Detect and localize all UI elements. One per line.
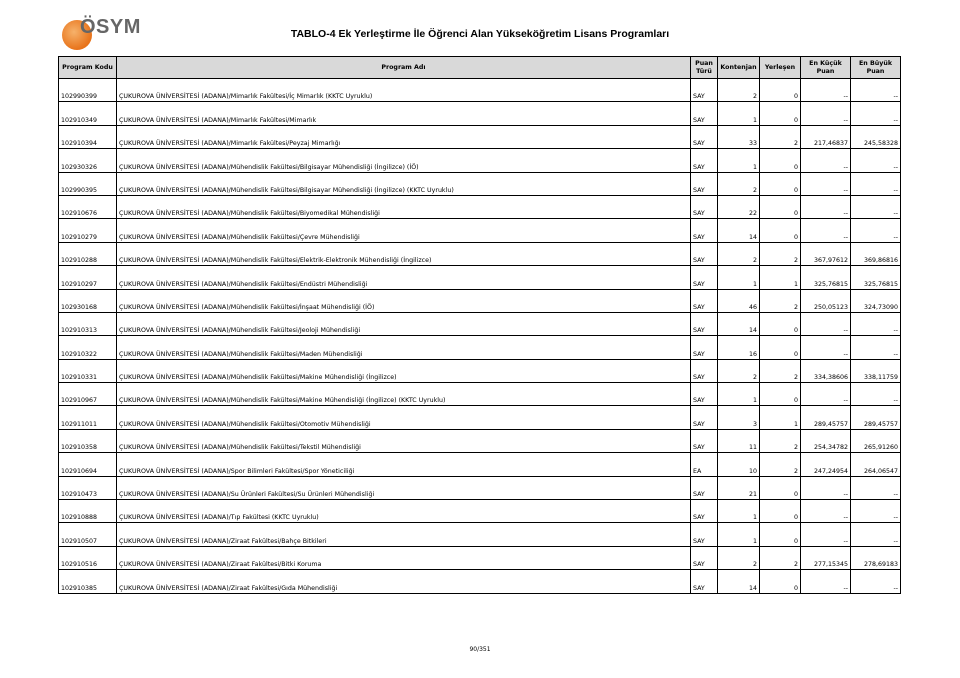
program-name-cell: ÇUKUROVA ÜNİVERSİTESİ (ADANA)/Mühendislik Fakültesi/Elektrik-Elektronik Mühendisliği (İngilizce) [117,242,691,265]
header-min-score-line2: Puan [816,67,835,75]
min-score-cell: -- [801,102,851,125]
score-type-cell: SAY [691,312,718,335]
score-type-cell: SAY [691,523,718,546]
score-type-cell: SAY [691,406,718,429]
program-name-cell: ÇUKUROVA ÜNİVERSİTESİ (ADANA)/Ziraat Fakültesi/Bitki Koruma [117,546,691,569]
max-score-cell: 338,11759 [851,359,901,382]
table-header-row [59,57,901,79]
placed-cell: 0 [760,102,801,125]
placed-cell: 0 [760,336,801,359]
table-row [59,453,901,476]
header-max-score-line1: En Büyük [858,59,893,67]
placed-cell: 0 [760,523,801,546]
placed-cell: 0 [760,149,801,172]
header-max-score [851,57,901,79]
score-type-cell: SAY [691,195,718,218]
program-name-cell: ÇUKUROVA ÜNİVERSİTESİ (ADANA)/Spor Bilimleri Fakültesi/Spor Yöneticiliği [117,453,691,476]
placed-cell: 0 [760,79,801,102]
quota-cell: 11 [718,429,760,452]
score-type-cell: SAY [691,546,718,569]
quota-cell: 1 [718,500,760,523]
table-row [59,289,901,312]
max-score-cell: 289,45757 [851,406,901,429]
table-row [59,242,901,265]
score-type-cell: SAY [691,476,718,499]
score-type-cell: SAY [691,219,718,242]
program-name-cell: ÇUKUROVA ÜNİVERSİTESİ (ADANA)/Ziraat Fakültesi/Gıda Mühendisliği [117,570,691,593]
table-row [59,523,901,546]
program-code-cell: 102930326 [59,149,117,172]
min-score-cell: 250,05123 [801,289,851,312]
max-score-cell: -- [851,172,901,195]
min-score-cell: -- [801,149,851,172]
program-name-cell: ÇUKUROVA ÜNİVERSİTESİ (ADANA)/Mimarlık Fakültesi/Mimarlık [117,102,691,125]
table-row [59,172,901,195]
program-code-cell: 102910358 [59,429,117,452]
min-score-cell: -- [801,312,851,335]
program-code-cell: 102910694 [59,453,117,476]
max-score-cell: -- [851,102,901,125]
table-row [59,476,901,499]
min-score-cell: 217,46837 [801,125,851,148]
max-score-cell: -- [851,476,901,499]
program-code-cell: 102910473 [59,476,117,499]
quota-cell: 21 [718,476,760,499]
max-score-cell: -- [851,149,901,172]
min-score-cell: -- [801,336,851,359]
program-name-cell: ÇUKUROVA ÜNİVERSİTESİ (ADANA)/Mühendislik Fakültesi/Biyomedikal Mühendisliği [117,195,691,218]
page-title: TABLO-4 Ek Yerleştirme İle Öğrenci Alan Yükseköğretim Lisans Programları [290,28,670,40]
min-score-cell: 367,97612 [801,242,851,265]
min-score-cell: -- [801,383,851,406]
header-quota: Kontenjan [718,57,760,79]
min-score-cell: 277,15345 [801,546,851,569]
max-score-cell: 264,06547 [851,453,901,476]
program-code-cell: 102910888 [59,500,117,523]
placed-cell: 2 [760,546,801,569]
header-min-score-line1: En Küçük [809,59,842,67]
table-row [59,546,901,569]
table-row [59,406,901,429]
max-score-cell: -- [851,383,901,406]
program-name-cell: ÇUKUROVA ÜNİVERSİTESİ (ADANA)/Mühendislik Fakültesi/Endüstri Mühendisliği [117,266,691,289]
min-score-cell: -- [801,219,851,242]
table-row [59,102,901,125]
score-type-cell: SAY [691,289,718,312]
header-max-score-line2: Puan [866,67,885,75]
program-code-cell: 102910967 [59,383,117,406]
quota-cell: 14 [718,312,760,335]
max-score-cell: -- [851,219,901,242]
program-name-cell: ÇUKUROVA ÜNİVERSİTESİ (ADANA)/Mühendislik Fakültesi/İnşaat Mühendisliği (İÖ) [117,289,691,312]
placed-cell: 2 [760,242,801,265]
quota-cell: 2 [718,359,760,382]
quota-cell: 16 [718,336,760,359]
min-score-cell: 247,24954 [801,453,851,476]
score-type-cell: SAY [691,500,718,523]
min-score-cell: 325,76815 [801,266,851,289]
min-score-cell: -- [801,523,851,546]
table-row [59,336,901,359]
program-name-cell: ÇUKUROVA ÜNİVERSİTESİ (ADANA)/Mühendislik Fakültesi/Makine Mühendisliği (İngilizce) (KKTC Uyruklu) [117,383,691,406]
program-name-cell: ÇUKUROVA ÜNİVERSİTESİ (ADANA)/Su Ürünleri Fakültesi/Su Ürünleri Mühendisliği [117,476,691,499]
table-row [59,219,901,242]
header-min-score [801,57,851,79]
program-code-cell: 102910322 [59,336,117,359]
score-type-cell: SAY [691,125,718,148]
table-row [59,429,901,452]
placed-cell: 0 [760,219,801,242]
page-number: 90/351 [469,646,491,653]
placed-cell: 0 [760,172,801,195]
quota-cell: 1 [718,523,760,546]
min-score-cell: 334,38606 [801,359,851,382]
program-name-cell: ÇUKUROVA ÜNİVERSİTESİ (ADANA)/Mühendislik Fakültesi/Otomotiv Mühendisliği [117,406,691,429]
program-name-cell: ÇUKUROVA ÜNİVERSİTESİ (ADANA)/Mühendislik Fakültesi/Bilgisayar Mühendisliği (İngilizce) (İÖ) [117,149,691,172]
program-name-cell: ÇUKUROVA ÜNİVERSİTESİ (ADANA)/Mimarlık Fakültesi/İç Mimarlık (KKTC Uyruklu) [117,79,691,102]
program-code-cell: 102910297 [59,266,117,289]
quota-cell: 2 [718,172,760,195]
program-code-cell: 102990399 [59,79,117,102]
max-score-cell: -- [851,336,901,359]
header-program-name: Program Adı [117,57,691,79]
header-program-code: Program Kodu [59,57,117,79]
table-row [59,500,901,523]
placed-cell: 2 [760,453,801,476]
program-name-cell: ÇUKUROVA ÜNİVERSİTESİ (ADANA)/Mühendislik Fakültesi/Tekstil Mühendisliği [117,429,691,452]
program-name-cell: ÇUKUROVA ÜNİVERSİTESİ (ADANA)/Mühendislik Fakültesi/Maden Mühendisliği [117,336,691,359]
program-code-cell: 102910676 [59,195,117,218]
program-code-cell: 102910313 [59,312,117,335]
placed-cell: 1 [760,406,801,429]
placed-cell: 2 [760,429,801,452]
quota-cell: 1 [718,102,760,125]
quota-cell: 10 [718,453,760,476]
quota-cell: 46 [718,289,760,312]
score-type-cell: SAY [691,266,718,289]
program-name-cell: ÇUKUROVA ÜNİVERSİTESİ (ADANA)/Mühendislik Fakültesi/Bilgisayar Mühendisliği (İngilizce) (KKTC Uyruklu) [117,172,691,195]
max-score-cell: 324,73090 [851,289,901,312]
table-row [59,383,901,406]
program-code-cell: 102910507 [59,523,117,546]
min-score-cell: -- [801,570,851,593]
score-type-cell: SAY [691,570,718,593]
program-name-cell: ÇUKUROVA ÜNİVERSİTESİ (ADANA)/Mühendislik Fakültesi/Çevre Mühendisliği [117,219,691,242]
program-code-cell: 102990395 [59,172,117,195]
max-score-cell: 265,91260 [851,429,901,452]
placed-cell: 0 [760,195,801,218]
score-type-cell: SAY [691,359,718,382]
score-type-cell: SAY [691,383,718,406]
min-score-cell: 254,34782 [801,429,851,452]
logo-text: ÖSYM [80,16,141,38]
quota-cell: 2 [718,242,760,265]
placed-cell: 1 [760,266,801,289]
program-name-cell: ÇUKUROVA ÜNİVERSİTESİ (ADANA)/Mühendislik Fakültesi/Makine Mühendisliği (İngilizce) [117,359,691,382]
program-code-cell: 102910516 [59,546,117,569]
table-row [59,359,901,382]
table-row [59,312,901,335]
program-code-cell: 102910385 [59,570,117,593]
placed-cell: 0 [760,312,801,335]
quota-cell: 3 [718,406,760,429]
score-type-cell: SAY [691,102,718,125]
max-score-cell: 245,58328 [851,125,901,148]
placed-cell: 2 [760,289,801,312]
score-type-cell: SAY [691,172,718,195]
header-score-type-line2: Türü [696,67,712,75]
program-name-cell: ÇUKUROVA ÜNİVERSİTESİ (ADANA)/Mimarlık Fakültesi/Peyzaj Mimarlığı [117,125,691,148]
max-score-cell: -- [851,79,901,102]
program-code-cell: 102910279 [59,219,117,242]
quota-cell: 33 [718,125,760,148]
program-code-cell: 102910288 [59,242,117,265]
quota-cell: 22 [718,195,760,218]
program-code-cell: 102911011 [59,406,117,429]
min-score-cell: -- [801,500,851,523]
max-score-cell: 369,86816 [851,242,901,265]
program-code-cell: 102910331 [59,359,117,382]
header-score-type [691,57,718,79]
quota-cell: 2 [718,546,760,569]
quota-cell: 2 [718,79,760,102]
placed-cell: 0 [760,476,801,499]
min-score-cell: -- [801,172,851,195]
placed-cell: 2 [760,125,801,148]
table-row [59,125,901,148]
program-code-cell: 102910394 [59,125,117,148]
score-type-cell: SAY [691,149,718,172]
quota-cell: 1 [718,266,760,289]
program-name-cell: ÇUKUROVA ÜNİVERSİTESİ (ADANA)/Mühendislik Fakültesi/Jeoloji Mühendisliği [117,312,691,335]
min-score-cell: 289,45757 [801,406,851,429]
program-name-cell: ÇUKUROVA ÜNİVERSİTESİ (ADANA)/Tıp Fakültesi (KKTC Uyruklu) [117,500,691,523]
table-row [59,149,901,172]
score-type-cell: EA [691,453,718,476]
min-score-cell: -- [801,195,851,218]
max-score-cell: -- [851,312,901,335]
table-row [59,195,901,218]
min-score-cell: -- [801,79,851,102]
max-score-cell: -- [851,570,901,593]
header-score-type-line1: Puan [695,59,713,67]
score-type-cell: SAY [691,242,718,265]
quota-cell: 1 [718,149,760,172]
program-name-cell: ÇUKUROVA ÜNİVERSİTESİ (ADANA)/Ziraat Fakültesi/Bahçe Bitkileri [117,523,691,546]
program-code-cell: 102910349 [59,102,117,125]
min-score-cell: -- [801,476,851,499]
table-row [59,570,901,593]
score-type-cell: SAY [691,79,718,102]
max-score-cell: -- [851,195,901,218]
max-score-cell: -- [851,500,901,523]
max-score-cell: 278,69183 [851,546,901,569]
quota-cell: 14 [718,570,760,593]
table-row [59,79,901,102]
score-type-cell: SAY [691,429,718,452]
header-placed: Yerleşen [760,57,801,79]
placed-cell: 0 [760,570,801,593]
program-code-cell: 102930168 [59,289,117,312]
table-row [59,266,901,289]
quota-cell: 1 [718,383,760,406]
programs-table [58,56,901,594]
placed-cell: 0 [760,383,801,406]
placed-cell: 0 [760,500,801,523]
max-score-cell: 325,76815 [851,266,901,289]
quota-cell: 14 [718,219,760,242]
placed-cell: 2 [760,359,801,382]
max-score-cell: -- [851,523,901,546]
score-type-cell: SAY [691,336,718,359]
